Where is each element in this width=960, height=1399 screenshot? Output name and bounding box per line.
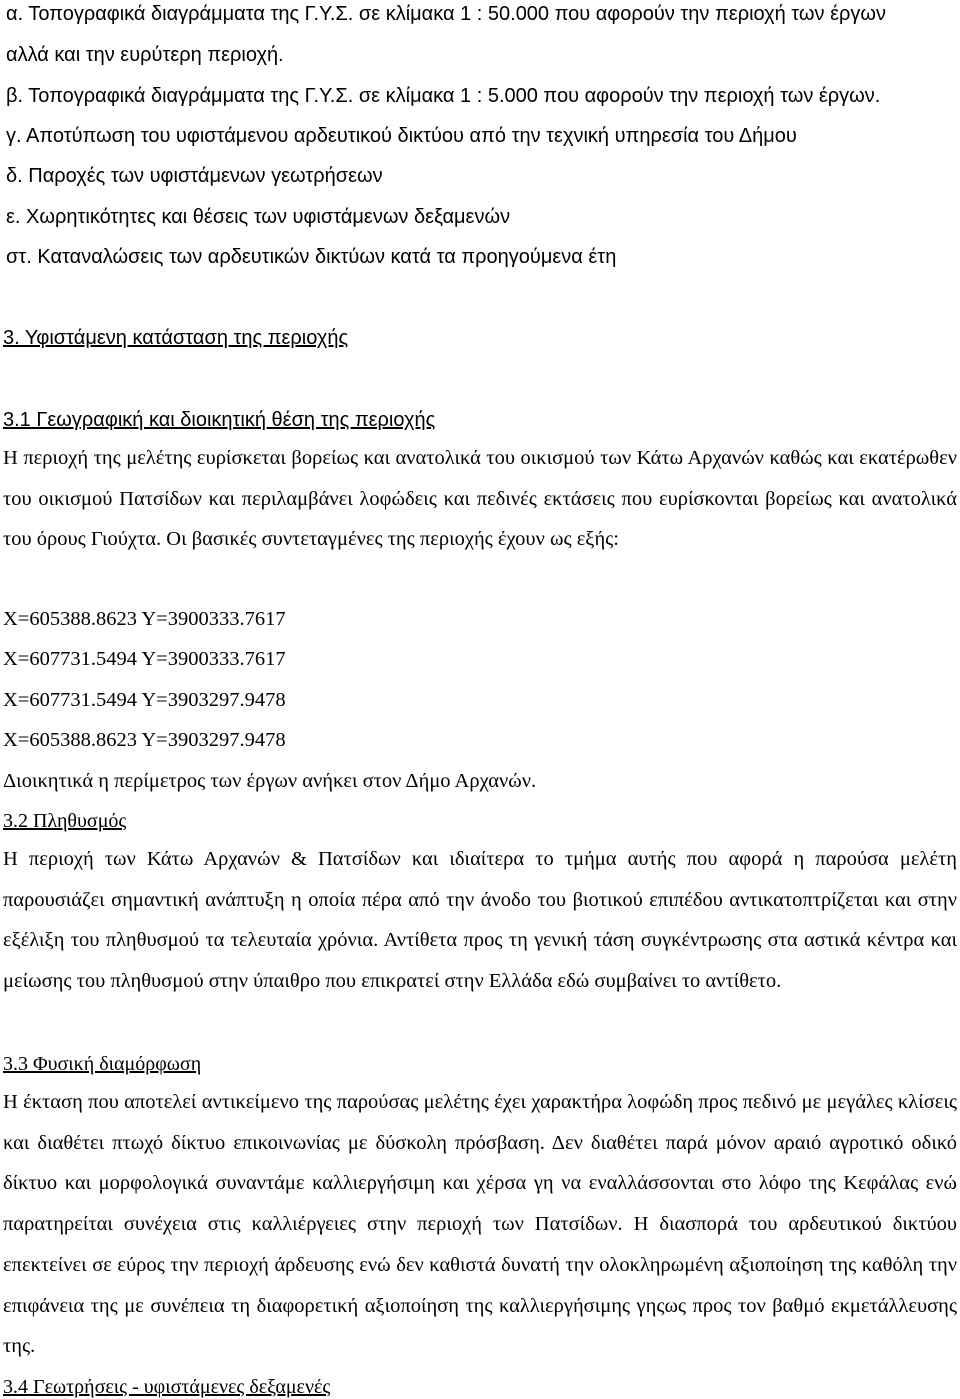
source-list-item: δ. Παροχές των υφιστάμενων γεωτρήσεων (6, 165, 383, 187)
source-list-item: στ. Καταναλώσεις των αρδευτικών δικτύων κατά τα προηγούμενα έτη (6, 246, 617, 268)
source-list-item: γ. Αποτύπωση του υφιστάμενου αρδευτικού δικτύου από την τεχνική υπηρεσία του Δήμου (6, 125, 797, 147)
section-3-2-heading: 3.2 Πληθυσμός (3, 810, 127, 832)
source-list-item: α. Τοπογραφικά διαγράμματα της Γ.Υ.Σ. σε κλίμακα 1 : 50.000 που αφορούν την περιοχή των έργων (6, 3, 886, 25)
source-list-item: β. Τοπογραφικά διαγράμματα της Γ.Υ.Σ. σε κλίμακα 1 : 5.000 που αφορούν την περιοχή των έργων. (6, 85, 881, 107)
section-3-2-paragraph: Η περιοχή των Κάτω Αρχανών & Πατσίδων και ιδιαίτερα το τμήμα αυτής που αφορά η παρούσα μελέτη παρουσιάζει σημαντική ανάπτυξη η οποία πέρα από την άνοδο του βιοτικού επιπέδου αντικατοπτρίζεται και στην εξέλιξη του πληθυσμού τα τελευταία χρόνια. Αντίθετα προς τη γενική τάση συγκέντρωσης στα αστικά κέντρα και μείωσης του πληθυσμού στην ύπαιθρο που επικρατεί στην Ελλάδα εδώ συμβαίνει το αντίθετο. (3, 848, 957, 993)
section-3-3-heading: 3.3 Φυσική διαμόρφωση (3, 1053, 202, 1075)
section-3-1-paragraph: Η περιοχή της μελέτης ευρίσκεται βορείως και ανατολικά του οικισμού των Κάτω Αρχανών καθώς και εκατέρωθεν του οικισμού Πατσίδων και περιλαμβάνει λοφώδεις και πεδινές εκτάσεις που ευρίσκονται βορείως και ανατολικά του όρους Γιούχτα. Οι βασικές συντεταγμένες της περιοχής έχουν ως εξής: (3, 447, 957, 551)
source-list-item: ε. Χωρητικότητες και θέσεις των υφιστάμενων δεξαμενών (6, 206, 511, 228)
section-3-heading: 3. Υφιστάμενη κατάσταση της περιοχής (3, 327, 349, 349)
coordinate-line: X=605388.8623 Y=3900333.7617 (3, 608, 286, 630)
administrative-note: Διοικητικά η περίμετρος των έργων ανήκει στον Δήμο Αρχανών. (3, 770, 537, 792)
source-list-item: αλλά και την ευρύτερη περιοχή. (6, 44, 284, 66)
coordinate-line: X=607731.5494 Y=3900333.7617 (3, 648, 286, 670)
section-3-4-heading: 3.4 Γεωτρήσεις - υφιστάμενες δεξαμενές (3, 1376, 331, 1398)
section-3-1-heading: 3.1 Γεωγραφική και διοικητική θέση της περιοχής (3, 409, 436, 431)
section-3-3-paragraph: Η έκταση που αποτελεί αντικείμενο της παρούσας μελέτης έχει χαρακτήρα λοφώδη προς πεδινό με μεγάλες κλίσεις και διαθέτει πτωχό δίκτυο επικοινωνίας με δύσκολη πρόσβαση. Δεν διαθέτει παρά μόνον αραιό αγροτικό οδικό δίκτυο και μορφολογικά συναντάμε καλλιεργήσιμη και χέρσα γη να εναλλάσσονται στο λόφο της Κεφάλας ενώ παρατηρείται συνέχεια στις καλλιέργειες στην περιοχή των Πατσίδων. Η διασπορά του αρδευτικού δικτύου επεκτείνει σε εύρος την περιοχή άρδευσης ενώ δεν καθιστά δυνατή την ολοκληρωμένη αξιοποίηση της καθόλη την επιφάνεια της με συνέπεια τη διαφορετική αξιοποίηση της καλλιεργήσιμης γηςως προς τον βαθμό εκμετάλλευσης της. (3, 1091, 957, 1358)
coordinate-line: X=605388.8623 Y=3903297.9478 (3, 729, 286, 751)
coordinate-line: X=607731.5494 Y=3903297.9478 (3, 689, 286, 711)
